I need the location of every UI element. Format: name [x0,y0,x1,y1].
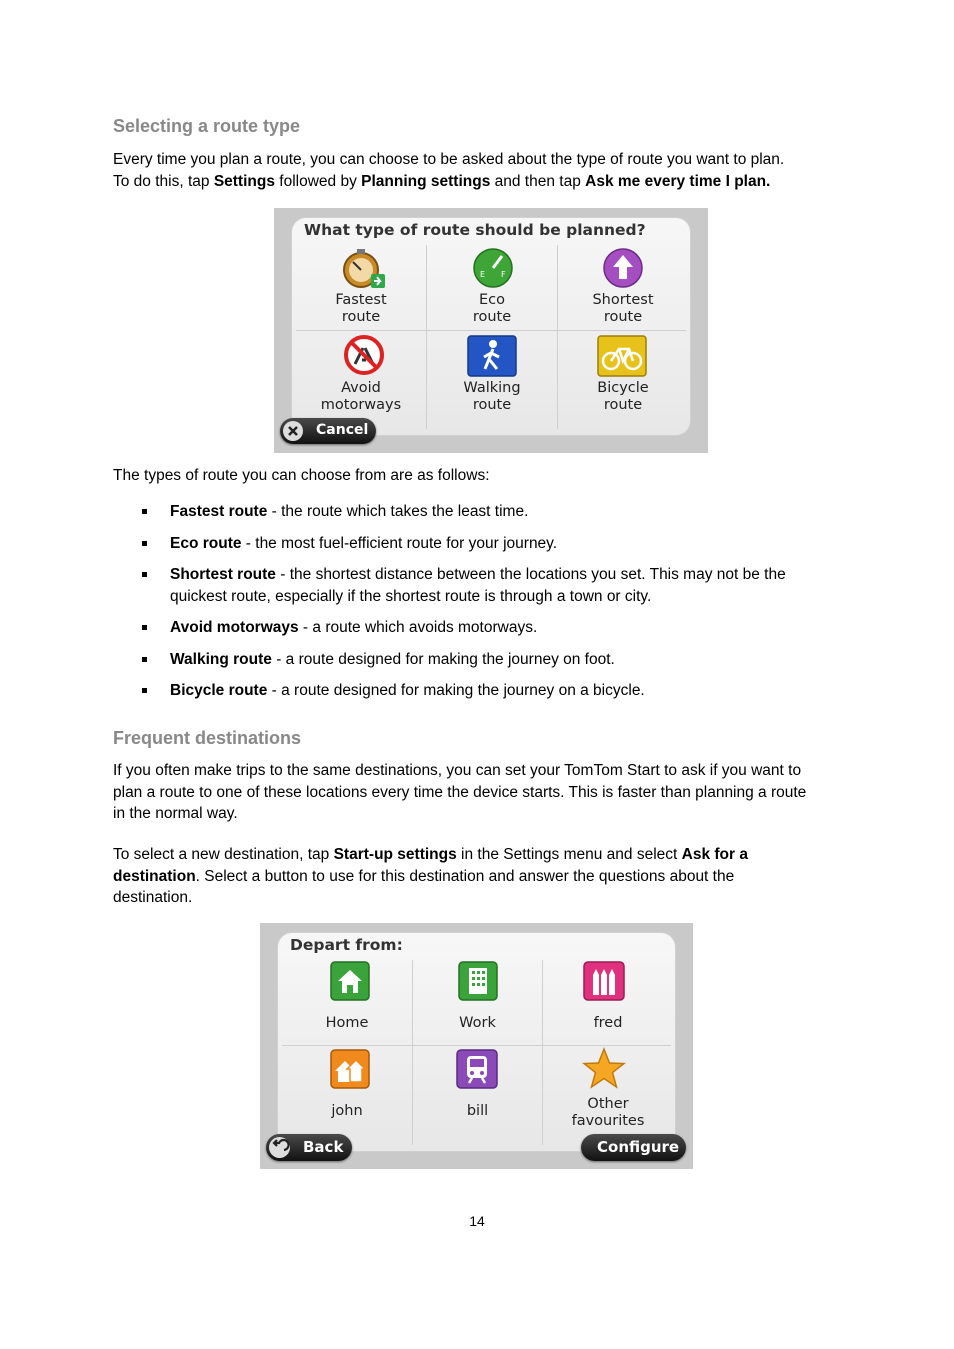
work-button[interactable] [413,961,542,1045]
walking-route-button[interactable] [427,332,557,429]
list-term: Fastest route [170,503,268,520]
star-icon [582,1047,626,1091]
route-type-screen [274,208,708,453]
shortest-arrow-icon [602,247,644,289]
button-label: Shortest [592,292,654,308]
button-label: Fastest [335,292,387,308]
list-desc: - the shortest distance between the locations you set. This may not be the quickest route, especially if the shortest route is through a town or city. [170,566,786,605]
para-text: . Select a button to use for this destination and answer the questions about the destination. [113,867,735,906]
screen-title: What type of route should be planned? [304,221,646,239]
bicycle-icon [597,335,647,377]
list-item [140,649,840,671]
intro-text: followed by [274,172,362,190]
para-text: in the Settings menu and select [456,846,682,863]
button-label: route [472,397,512,413]
button-label: bill [466,1103,489,1119]
select-destination-paragraph [113,844,813,909]
button-label: Walking [463,380,521,396]
button-label: john [331,1103,363,1119]
grid-divider [282,1045,671,1046]
button-label: Home [325,1015,369,1031]
frequent-paragraph: If you often make trips to the same destinations, you can set your TomTom Start to ask if you want to plan a route to one of these locations every time the device starts. This is faster than planning a route in the normal way. [113,762,807,822]
intro-paragraph [113,149,853,192]
list-item [140,617,840,639]
list-term: Eco route [170,534,242,552]
avoid-motorways-button[interactable] [296,332,426,429]
eco-gauge-icon [472,247,514,289]
home-button[interactable] [282,961,412,1045]
route-type-list [140,501,840,712]
home-icon [330,961,370,1001]
close-icon [282,420,304,442]
pencils-icon [583,961,625,1001]
list-term: Walking route [170,650,272,668]
list-term: Shortest route [170,566,276,583]
intro-text: and then tap [490,172,586,190]
intro-bold-ask: Ask me every time I plan. [585,172,771,190]
bill-button[interactable] [413,1047,542,1145]
depart-from-screen [260,923,693,1169]
eco-route-button[interactable] [427,246,557,330]
back-arrow-icon [268,1136,291,1159]
list-desc: - a route designed for making the journey on a bicycle. [267,682,645,699]
button-label: Other [587,1096,629,1112]
list-desc: - a route which avoids motorways. [298,619,538,636]
list-item [140,564,840,607]
intro-line1: Every time you plan a route, you can choose to be asked about the type of route you want to plan. [113,151,785,168]
intro-bold-planning: Planning settings [361,172,491,190]
fred-button[interactable] [543,961,673,1045]
shortest-route-button[interactable] [558,246,688,330]
section-heading-route-type: Selecting a route type [113,116,301,136]
office-building-icon [458,961,498,1001]
button-label: route [472,309,512,325]
para-bold-ask: Ask for a destination [113,846,748,885]
button-label: route [603,397,643,413]
svg-text:F: F [501,270,506,279]
back-label: Back [303,1138,344,1156]
intro-bold-settings: Settings [213,172,275,190]
intro-text: To do this, tap [113,172,214,190]
fastest-route-button[interactable] [296,246,426,330]
cancel-label: Cancel [316,422,369,438]
button-label: route [603,309,643,325]
list-item [140,533,840,555]
button-label: Work [459,1015,496,1031]
bicycle-route-button[interactable] [558,332,688,429]
train-icon [456,1049,498,1089]
list-item [140,680,840,702]
screen-title: Depart from: [290,936,403,954]
list-desc: - the most fuel-efficient route for your journey. [241,534,558,552]
list-term: Bicycle route [170,682,268,699]
houses-icon [330,1049,370,1089]
pedestrian-icon [467,335,517,377]
button-label: Bicycle [597,380,649,396]
cancel-button[interactable] [280,418,376,444]
configure-label: Configure [597,1138,680,1156]
para-bold-startup: Start-up settings [333,846,457,863]
back-button[interactable] [266,1134,352,1161]
john-button[interactable] [282,1047,412,1145]
button-label: favourites [571,1113,645,1129]
list-intro: The types of route you can choose from are as follows: [113,467,490,484]
other-favourites-button[interactable] [543,1047,673,1145]
button-label: fred [593,1015,623,1031]
para-text: To select a new destination, tap [113,846,334,863]
button-label: motorways [320,397,402,413]
button-label: Avoid [341,380,381,396]
button-label: Eco [478,292,505,308]
section-heading-frequent-destinations: Frequent destinations [113,728,302,748]
stopwatch-icon [341,248,387,290]
list-item [140,501,840,523]
list-desc: - the route which takes the least time. [267,503,529,520]
grid-divider [296,330,686,331]
svg-text:E: E [480,270,486,279]
button-label: route [341,309,381,325]
page-number: 14 [469,1213,485,1229]
list-term: Avoid motorways [170,619,299,636]
list-desc: - a route designed for making the journey on foot. [271,650,615,668]
configure-button[interactable] [581,1134,686,1161]
no-motorway-icon [343,334,385,376]
